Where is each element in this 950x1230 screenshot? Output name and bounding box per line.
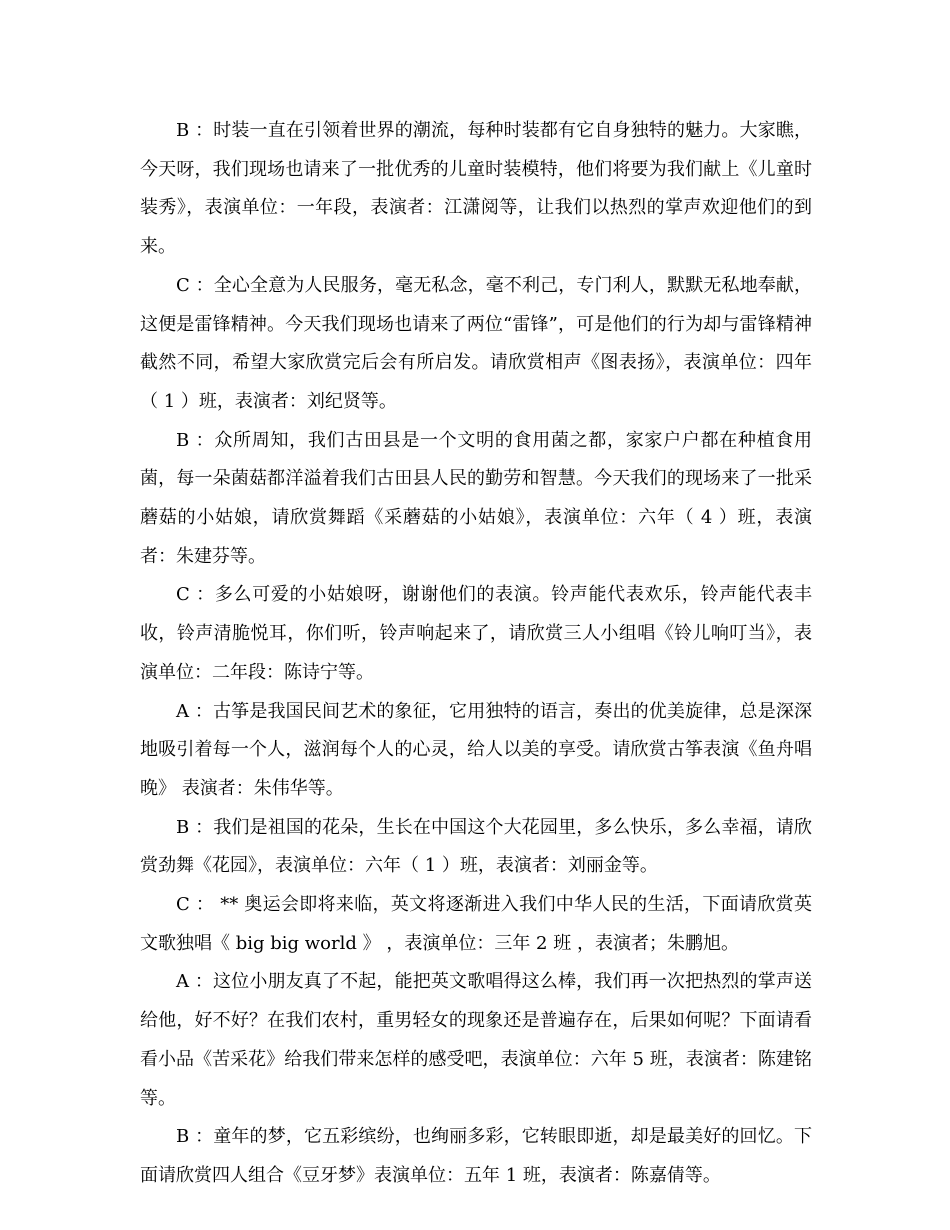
paragraph-8: A ：这位小朋友真了不起，能把英文歌唱得这么棒，我们再一次把热烈的掌声送给他，好不好？在我们农村，重男轻女的现象还是普遍存在，后果如何呢？下面请看看小品《苦采花》给我们带来怎样的感受吧，表演单位：六年 5 班，表演者：陈建铭等。 — [140, 971, 812, 1109]
paragraph-6: B ：我们是祖国的花朵，生长在中国这个大花园里，多么快乐，多么幸福，请欣赏劲舞《花园》，表演单位：六年（ 1 ）班，表演者：刘丽金等。 — [140, 816, 812, 877]
paragraph-9: B ：童年的梦，它五彩缤纷，也绚丽多彩，它转眼即逝，却是最美好的回忆。下面请欣赏四人组合《豆牙梦》表演单位：五年 1 班，表演者：陈嘉倩等。 — [140, 1126, 812, 1186]
paragraph-3: B ：众所周知，我们古田县是一个文明的食用菌之都，家家户户都在种植食用菌，每一朵菌菇都洋溢着我们古田县人民的勤劳和智慧。今天我们的现场来了一批采蘑菇的小姑娘，请欣赏舞蹈《采蘑菇的小姑娘》，表演单位：六年（ 4 ）班，表演者：朱建芬等。 — [140, 429, 812, 567]
paragraph-1: B ：时装一直在引领着世界的潮流，每种时装都有它自身独特的魅力。大家瞧，今天呀，我们现场也请来了一批优秀的儿童时装模特，他们将要为我们献上《儿童时装秀》，表演单位：一年段，表演者：江潇阅等，让我们以热烈的掌声欢迎他们的到来。 — [140, 120, 812, 258]
paragraph-2: C ：全心全意为人民服务，毫无私念，毫不利己，专门利人，默默无私地奉献，这便是雷锋精神。今天我们现场也请来了两位“雷锋”，可是他们的行为却与雷锋精神截然不同，希望大家欣赏完后会有所启发。请欣赏相声《图表扬》，表演单位：四年（ 1 ）班，表演者：刘纪贤等。 — [140, 274, 812, 412]
paragraph-5: A ：古筝是我国民间艺术的象征，它用独特的语言，奏出的优美旋律，总是深深地吸引着每一个人，滋润每个人的心灵，给人以美的享受。请欣赏古筝表演《鱼舟唱晚》 表演者：朱伟华等。 — [140, 700, 812, 799]
document-body — [140, 112, 812, 1196]
paragraph-4: C ：多么可爱的小姑娘呀，谢谢他们的表演。铃声能代表欢乐，铃声能代表丰收，铃声清脆悦耳，你们听，铃声响起来了，请欣赏三人小组唱《铃儿响叮当》，表演单位：二年段：陈诗宁等。 — [140, 584, 812, 683]
paragraph-7: C ： ** 奥运会即将来临，英文将逐渐进入我们中华人民的生活，下面请欣赏英文歌独唱《 big big world 》 ，表演单位：三年 2 班 ，表演者；朱鹏旭。 — [140, 894, 812, 954]
